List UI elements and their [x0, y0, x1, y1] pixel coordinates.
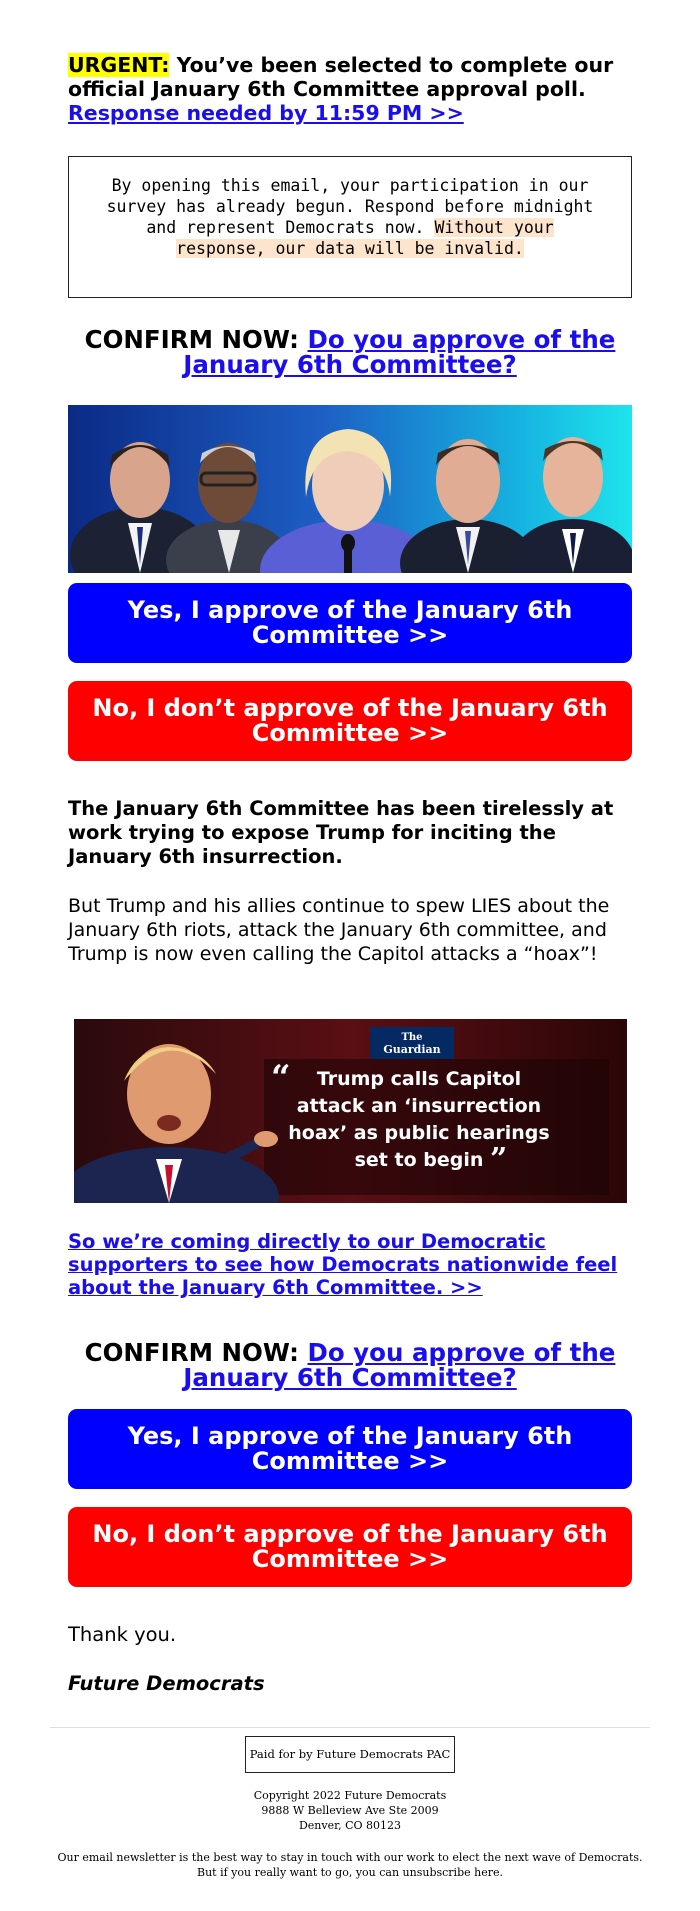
survey-link-paragraph: [68, 1230, 632, 1299]
footer-address: [50, 1788, 650, 1833]
notice-highlight: Without your response, our data will be invalid.: [176, 218, 554, 258]
news-quote-graphic[interactable]: [74, 1019, 627, 1203]
disapprove-button[interactable]: No, I don’t approve of the January 6th Committee >>: [68, 1507, 632, 1587]
street-line: 9888 W Belleview Ave Ste 2009: [261, 1804, 439, 1817]
guardian-logo-line2: Guardian: [383, 1043, 441, 1056]
body-paragraph: But Trump and his allies continue to spew LIES about the January 6th riots, attack the January 6th committee, and Trump is now even calling the Capitol attacks a “hoax”!: [68, 895, 610, 965]
city-line: Denver, CO 80123: [298, 1819, 402, 1832]
approval-question-link[interactable]: Do you approve of the January 6th Committee?: [183, 325, 616, 379]
guardian-logo: [370, 1027, 454, 1059]
footer-note: [50, 1850, 650, 1880]
confirm-label: CONFIRM NOW:: [84, 325, 299, 354]
newsletter-line: Our email newsletter is the best way to stay in touch with our work to elect the next wave of Democrats.: [57, 1851, 643, 1864]
quote-close-mark: ”: [490, 1142, 508, 1177]
confirm-label: CONFIRM NOW:: [84, 1338, 299, 1367]
response-deadline-link[interactable]: Response needed by 11:59 PM >>: [68, 101, 464, 125]
survey-link[interactable]: So we’re coming directly to our Democratic supporters to see how Democrats nationwide feel about the January 6th Committee. >>: [68, 1230, 618, 1299]
quote-graphic-art: [74, 1019, 627, 1203]
paid-for-disclaimer: Paid for by Future Democrats PAC: [245, 1736, 455, 1773]
committee-members-photo[interactable]: [68, 405, 632, 573]
lead-paragraph: The January 6th Committee has been tirelessly at work trying to expose Trump for inciting the January 6th insurrection.: [68, 797, 614, 868]
guardian-logo-line1: The: [401, 1032, 423, 1043]
urgent-label: URGENT:: [68, 53, 170, 77]
thank-you-text: Thank you.: [68, 1623, 177, 1646]
intro-text: You’ve been selected to complete our official January 6th Committee approval poll.: [68, 53, 614, 101]
intro-paragraph: [68, 53, 632, 125]
approve-button[interactable]: Yes, I approve of the January 6th Committee >>: [68, 583, 632, 663]
committee-photo-graphic: [68, 405, 632, 573]
copyright-line: Copyright 2022 Future Democrats: [253, 1789, 447, 1802]
confirm-heading: [68, 327, 632, 377]
notice-text: By opening this email, your participation in our survey has already begun. Respond before midnight and represent Democrats now.: [106, 176, 594, 237]
approve-button[interactable]: Yes, I approve of the January 6th Committee >>: [68, 1409, 632, 1489]
approval-question-link[interactable]: Do you approve of the January 6th Committee?: [183, 1338, 616, 1392]
quote-line-3: hoax’ as public hearings: [288, 1122, 550, 1144]
quote-open-mark: “: [271, 1058, 291, 1098]
quote-line-2: attack an ‘insurrection: [296, 1095, 542, 1117]
participation-notice-box: [68, 156, 632, 298]
disapprove-button[interactable]: No, I don’t approve of the January 6th Committee >>: [68, 681, 632, 761]
signoff-text: Future Democrats: [68, 1672, 265, 1695]
quote-line-4: set to begin: [354, 1149, 484, 1171]
footer-divider: [50, 1727, 650, 1728]
quote-line-1: Trump calls Capitol: [316, 1068, 522, 1090]
confirm-heading: [68, 1340, 632, 1390]
unsubscribe-link[interactable]: But if you really want to go, you can unsubscribe here.: [197, 1866, 503, 1879]
